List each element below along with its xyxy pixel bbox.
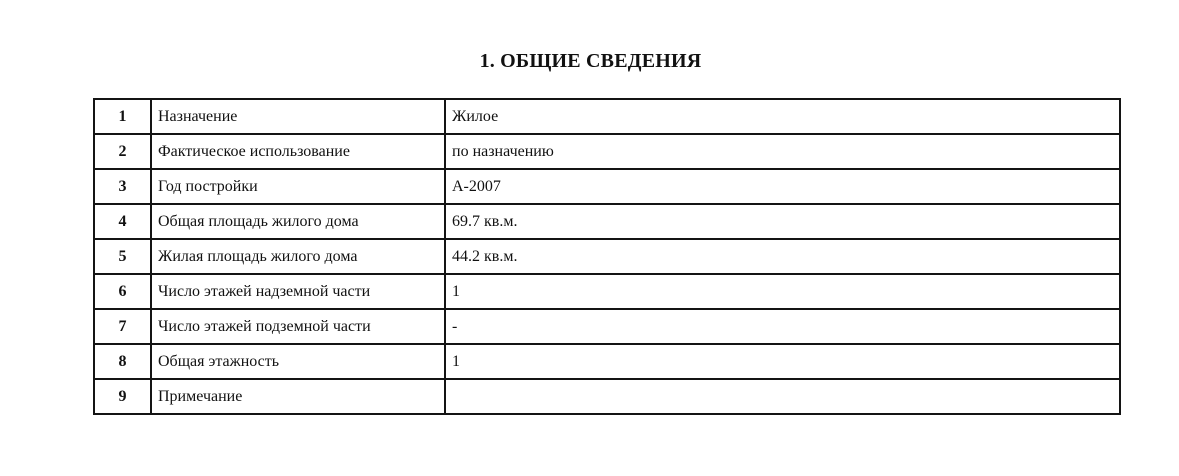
row-number: 9 [94, 379, 151, 414]
row-label: Фактическое использование [151, 134, 445, 169]
row-label: Примечание [151, 379, 445, 414]
general-info-table [93, 98, 1121, 415]
section-title-text: 1. ОБЩИЕ СВЕДЕНИЯ [479, 50, 702, 72]
row-label: Общая площадь жилого дома [151, 204, 445, 239]
table-row [94, 309, 1120, 344]
row-value [445, 379, 1120, 414]
row-number: 4 [94, 204, 151, 239]
table-row [94, 274, 1120, 309]
row-label: Общая этажность [151, 344, 445, 379]
row-label: Число этажей подземной части [151, 309, 445, 344]
row-value: 44.2 кв.м. [445, 239, 1120, 274]
row-number: 7 [94, 309, 151, 344]
row-value: 69.7 кв.м. [445, 204, 1120, 239]
row-number: 1 [94, 99, 151, 134]
section-title [0, 50, 1179, 73]
table-row [94, 169, 1120, 204]
table-row [94, 344, 1120, 379]
row-number: 3 [94, 169, 151, 204]
table-row [94, 134, 1120, 169]
row-label: Число этажей надземной части [151, 274, 445, 309]
row-value: - [445, 309, 1120, 344]
row-value: по назначению [445, 134, 1120, 169]
table-row [94, 204, 1120, 239]
row-number: 5 [94, 239, 151, 274]
row-label: Жилая площадь жилого дома [151, 239, 445, 274]
row-value: А-2007 [445, 169, 1120, 204]
row-number: 8 [94, 344, 151, 379]
row-label: Год постройки [151, 169, 445, 204]
row-value: 1 [445, 344, 1120, 379]
table-row [94, 239, 1120, 274]
row-value: Жилое [445, 99, 1120, 134]
row-number: 6 [94, 274, 151, 309]
table-row [94, 379, 1120, 414]
table-row [94, 99, 1120, 134]
row-label: Назначение [151, 99, 445, 134]
row-number: 2 [94, 134, 151, 169]
row-value: 1 [445, 274, 1120, 309]
